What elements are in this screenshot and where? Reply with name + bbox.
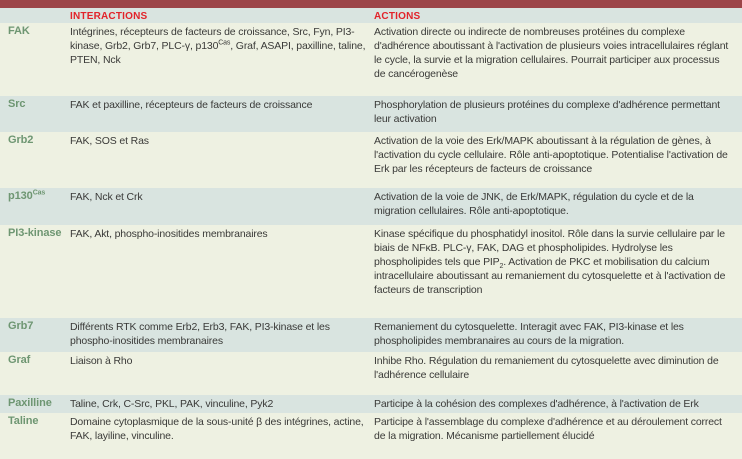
table-row [0, 352, 742, 395]
table-header-row [0, 8, 742, 23]
table-row [0, 395, 742, 413]
header-protein-column-spacer [0, 8, 70, 23]
row-interactions [70, 132, 374, 188]
text-segment: . Activation de PKC et mobilisation du calcium intracellulaire aboutissant au remaniement du cytosquelette et à l'activation de facteurs de transcription [374, 256, 726, 296]
text-segment: FAK, Akt, phospho-inositides membranaires [70, 228, 268, 240]
text-segment: p130 [8, 190, 33, 202]
row-protein-label [0, 96, 70, 132]
row-actions [374, 413, 742, 459]
row-protein-label [0, 352, 70, 395]
text-segment: Liaison à Rho [70, 355, 133, 367]
text-segment: Taline [8, 415, 39, 427]
text-segment: Kinase spécifique du phosphatidyl inositol. Rôle dans la survie cellulaire par le biais de NFκB. PLC-γ, FAK, DAG et phospholipides. Hydrolyse les phospholipides tels que PIP [374, 228, 725, 268]
text-segment: Remaniement du cytosquelette. Interagit avec FAK, PI3-kinase et les phospholipides membranaires au cours de la migration. [374, 321, 684, 347]
row-protein-label [0, 132, 70, 188]
text-segment: FAK, Nck et Crk [70, 191, 143, 203]
row-actions [374, 318, 742, 352]
text-segment: Inhibe Rho. Régulation du remaniement du cytosquelette avec diminution de l'adhérence cellulaire [374, 355, 719, 381]
row-actions [374, 96, 742, 132]
text-segment: Phosphorylation de plusieurs protéines du complexe d'adhérence permettant leur activation [374, 99, 720, 125]
text-segment: 2 [499, 263, 504, 271]
row-actions [374, 352, 742, 395]
text-segment: Taline, Crk, C-Src, PKL, PAK, vinculine, Pyk2 [70, 398, 274, 410]
row-protein-label [0, 225, 70, 318]
row-actions [374, 188, 742, 225]
row-interactions [70, 188, 374, 225]
text-segment: Grb2 [8, 134, 34, 146]
table-row [0, 132, 742, 188]
text-segment: Activation directe ou indirecte de nombreuses protéines du complexe d'adhérence aboutissant à l'activation de plusieurs voies intracellulaires réglant le cycle, la survie et la migration cellulaires. Pourrait participer aux processus de cancérogenèse [374, 26, 729, 80]
text-segment: Intégrines, récepteurs de facteurs de croissance, Src, Fyn, PI3-kinase, Grb2, Grb7, PLC-γ, p130 [70, 26, 355, 52]
text-segment: Domaine cytoplasmique de la sous-unité β des intégrines, actine, FAK, layiline, vinculine. [70, 416, 364, 442]
row-interactions [70, 352, 374, 395]
table-body [0, 23, 742, 459]
row-interactions [70, 23, 374, 96]
text-segment: Différents RTK comme Erb2, Erb3, FAK, PI3-kinase et les phospho-inositides membranaires [70, 321, 330, 347]
text-segment: FAK [8, 25, 30, 37]
text-segment: Activation de la voie des Erk/MAPK aboutissant à la régulation de gènes, à l'activation du cycle cellulaire. Rôle anti-apoptotique. Potentialise l'activation de Erk par les récepteurs de facteurs de croissance [374, 135, 728, 175]
column-header-interactions: INTERACTIONS [70, 11, 148, 22]
row-protein-label [0, 188, 70, 225]
row-protein-label [0, 318, 70, 352]
text-segment: Src [8, 98, 26, 110]
table-row [0, 23, 742, 96]
text-segment: Participe à la cohésion des complexes d'adhérence, à l'activation de Erk [374, 398, 699, 410]
text-segment: Paxilline [8, 397, 52, 409]
text-segment: Activation de la voie de JNK, de Erk/MAPK, régulation du cycle et de la migration cellulaires. Rôle anti-apoptotique. [374, 191, 694, 217]
row-interactions [70, 413, 374, 459]
row-actions [374, 395, 742, 413]
table-row [0, 225, 742, 318]
row-protein-label [0, 395, 70, 413]
row-actions [374, 23, 742, 96]
text-segment: Cas [32, 189, 46, 197]
row-interactions [70, 318, 374, 352]
text-segment: Graf [8, 354, 31, 366]
text-segment: Participe à l'assemblage du complexe d'adhérence et au déroulement correct de la migration. Mécanisme partiellement élucidé [374, 416, 722, 442]
row-actions [374, 225, 742, 318]
table-row [0, 96, 742, 132]
text-segment: , Graf, ASAPI, paxilline, taline, PTEN, Nck [70, 40, 366, 66]
column-header-actions: ACTIONS [374, 11, 421, 22]
row-protein-label [0, 23, 70, 96]
row-interactions [70, 395, 374, 413]
table-row [0, 188, 742, 225]
row-protein-label [0, 413, 70, 459]
text-segment: Cas [218, 39, 231, 47]
table-row [0, 318, 742, 352]
text-segment: Grb7 [8, 320, 34, 332]
text-segment: PI3-kinase [8, 227, 62, 239]
text-segment: FAK et paxilline, récepteurs de facteurs de croissance [70, 99, 313, 111]
row-actions [374, 132, 742, 188]
table-row [0, 413, 742, 459]
table-top-border [0, 0, 742, 8]
row-interactions [70, 225, 374, 318]
row-interactions [70, 96, 374, 132]
text-segment: FAK, SOS et Ras [70, 135, 149, 147]
